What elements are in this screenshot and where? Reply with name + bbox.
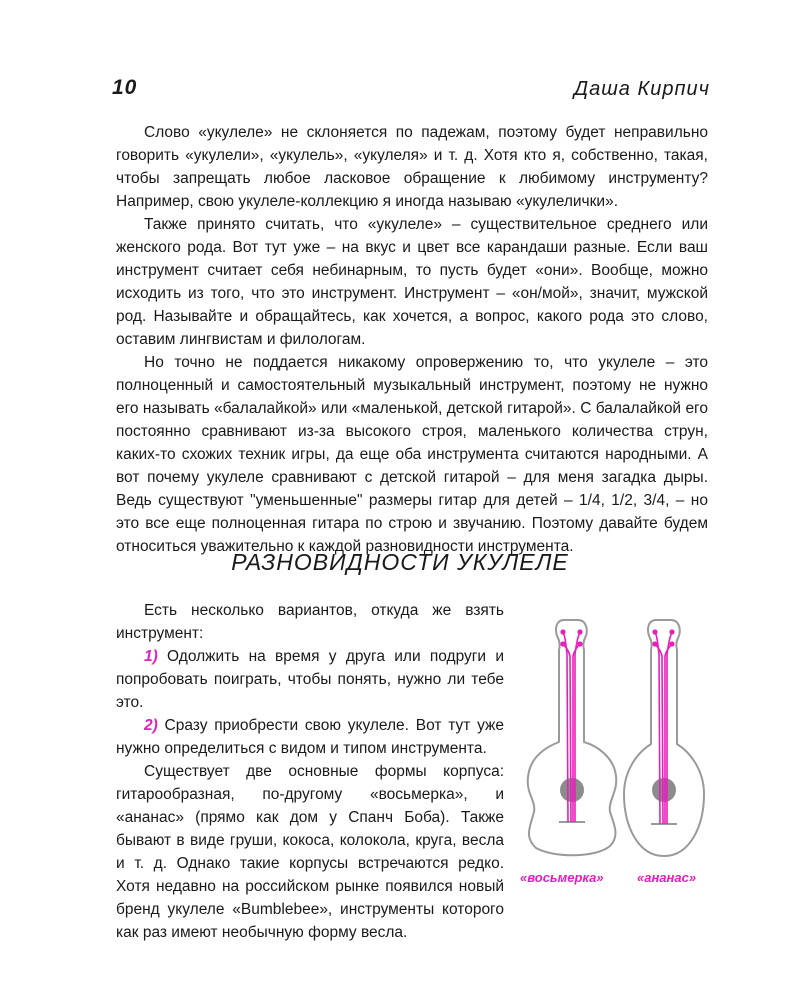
ukulele-illustration [516,612,716,902]
caption-pineapple: «ананас» [637,870,697,885]
list-item-text: Одолжить на время у друга или подруги и попробовать поиграть, чтобы понять, нужно ли тебе это. [116,648,504,711]
list-item [116,714,504,760]
paragraph: Также принято считать, что «укулеле» – существительное среднего или женского рода. Вот тут уже – на вкус и цвет все карандаши разные. Если ваш инструмент считает себя небинарным, то пусть будет «они». Вообще, можно исходить из того, что это инструмент. Инструмент – «он/мой», значит, мужской род. Называйте и обращайтесь, как хочется, а вопрос, какого рода это слово, оставим лингвистам и филологам. [116,216,708,348]
paragraph: Но точно не поддается никакому опровержению то, что укулеле – это полноценный и самостоятельный музыкальный инструмент, поэтому не нужно его называть «балалайкой» или «маленькой, детской гитарой». С балалайкой его постоянно сравнивают из-за высокого строя, маленького количества струн, каких-то схожих техник игры, да еще оба инструмента считаются народными. А вот почему укулеле сравнивают с детской гитарой – для меня загадка дыры. Ведь существуют "уменьшенные" размеры гитар для детей – 1/4, 1/2, 3/4, – но это все еще полноценная гитара по строю и звучанию. Поэтому давайте будем относиться уважительно к каждой разновидности инструмента. [116,354,708,555]
body-text [116,121,708,558]
list-number: 1) [144,648,158,665]
paragraph: Слово «укулеле» не склоняется по падежам, поэтому будет неправильно говорить «укулели», «укулель», «укулеля» и т. д. Хотя кто я, собственно, такая, чтобы запрещать любое ласковое обращение к любимому инструменту? Например, свою укулеле-коллекцию я иногда называю «укулелички». [116,124,708,210]
pineapple-ukulele-icon [624,620,704,856]
list-item [116,645,504,714]
running-head-author: Даша Кирпич [574,78,710,100]
section-intro: Есть несколько вариантов, откуда же взять инструмент: [116,602,504,642]
section-text [116,599,504,944]
section-paragraph: Существует две основные формы корпуса: гитарообразная, по-другому «восьмерка», и «ананас» (прямо как дом у Спанч Боба). Также бывают в виде груши, кокоса, колокола, круга, весла и т. д. Однако такие корпусы встречаются редко. Хотя недавно на российском рынке появился новый бренд укулеле «Bumblebee», инструменты которого как раз имеют необычную форму весла. [116,763,504,941]
list-number: 2) [144,717,158,734]
list-item-text: Сразу приобрести свою укулеле. Вот тут уже нужно определиться с видом и типом инструмента. [116,717,504,757]
section-title: РАЗНОВИДНОСТИ УКУЛЕЛЕ [231,549,569,575]
page-number: 10 [112,76,138,99]
ukulele-drawings [516,612,716,862]
caption-figure8: «восьмерка» [520,870,604,885]
figure8-ukulele-icon [528,620,617,855]
